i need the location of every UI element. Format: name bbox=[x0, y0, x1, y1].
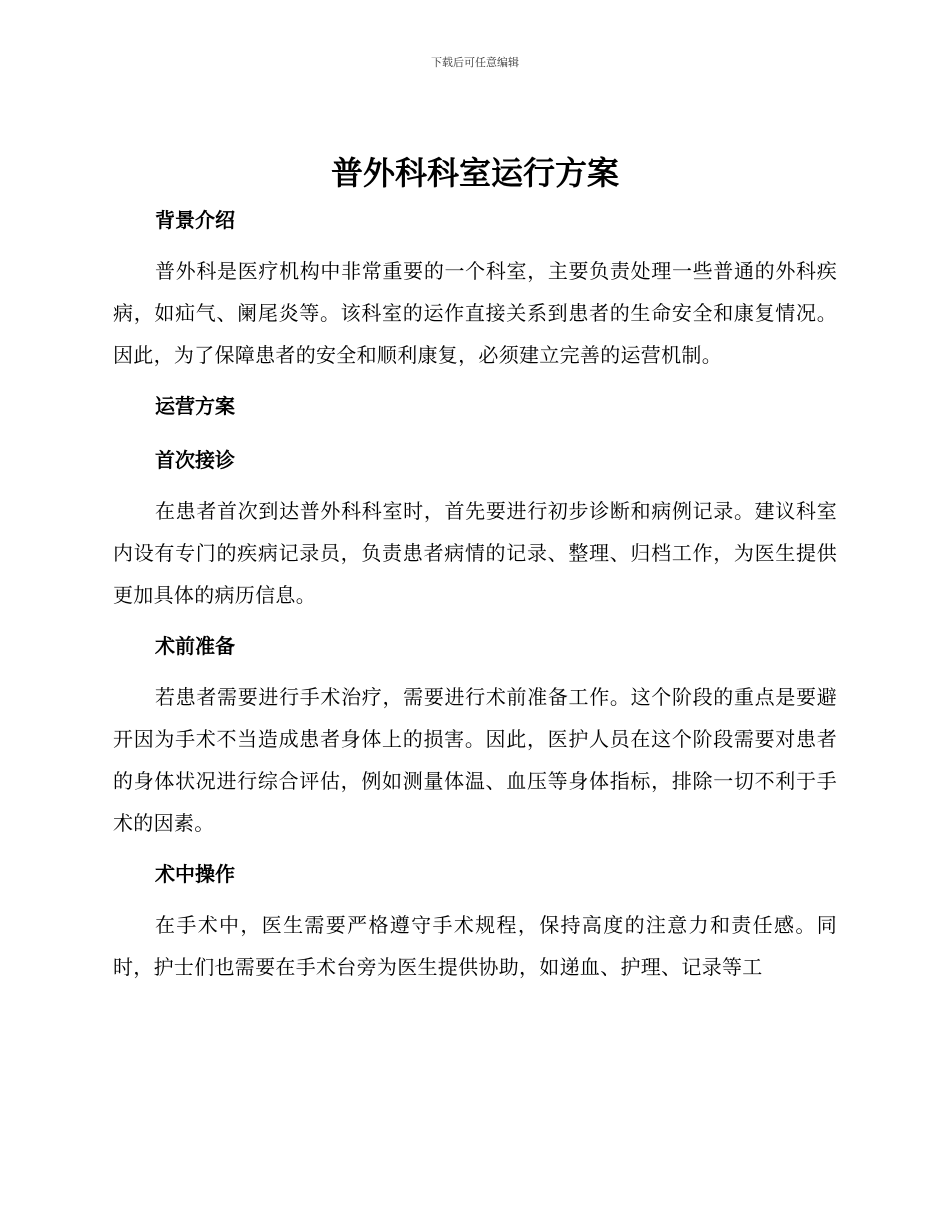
document-title: 普外科科室运行方案 bbox=[330, 154, 619, 192]
section-paragraph-first-visit: 在患者首次到达普外科科室时，首先要进行初步诊断和病例记录。建议科室内设有专门的疾病记录员，负责患者病情的记录、整理、归档工作，为医生提供更加具体的病历信息。 bbox=[113, 499, 837, 607]
section-heading-background: 背景介绍 bbox=[155, 208, 235, 232]
section-heading-operation: 运营方案 bbox=[155, 394, 235, 418]
document-body bbox=[113, 196, 837, 988]
header-note: 下载后可任意编辑 bbox=[431, 56, 519, 69]
section-heading-preop: 术前准备 bbox=[155, 634, 235, 658]
section-heading-intraop: 术中操作 bbox=[155, 862, 235, 886]
section-paragraph-background: 普外科是医疗机构中非常重要的一个科室，主要负责处理一些普通的外科疾病，如疝气、阑尾炎等。该科室的运作直接关系到患者的生命安全和康复情况。因此，为了保障患者的安全和顺利康复，必须建立完善的运营机制。 bbox=[113, 259, 837, 367]
section-heading-first-visit: 首次接诊 bbox=[155, 448, 235, 472]
section-paragraph-intraop: 在手术中，医生需要严格遵守手术规程，保持高度的注意力和责任感。同时，护士们也需要在手术台旁为医生提供协助，如递血、护理、记录等工 bbox=[113, 913, 837, 979]
section-paragraph-preop: 若患者需要进行手术治疗，需要进行术前准备工作。这个阶段的重点是要避开因为手术不当造成患者身体上的损害。因此，医护人员在这个阶段需要对患者的身体状况进行综合评估，例如测量体温、血压等身体指标，排除一切不利于手术的因素。 bbox=[113, 685, 837, 835]
